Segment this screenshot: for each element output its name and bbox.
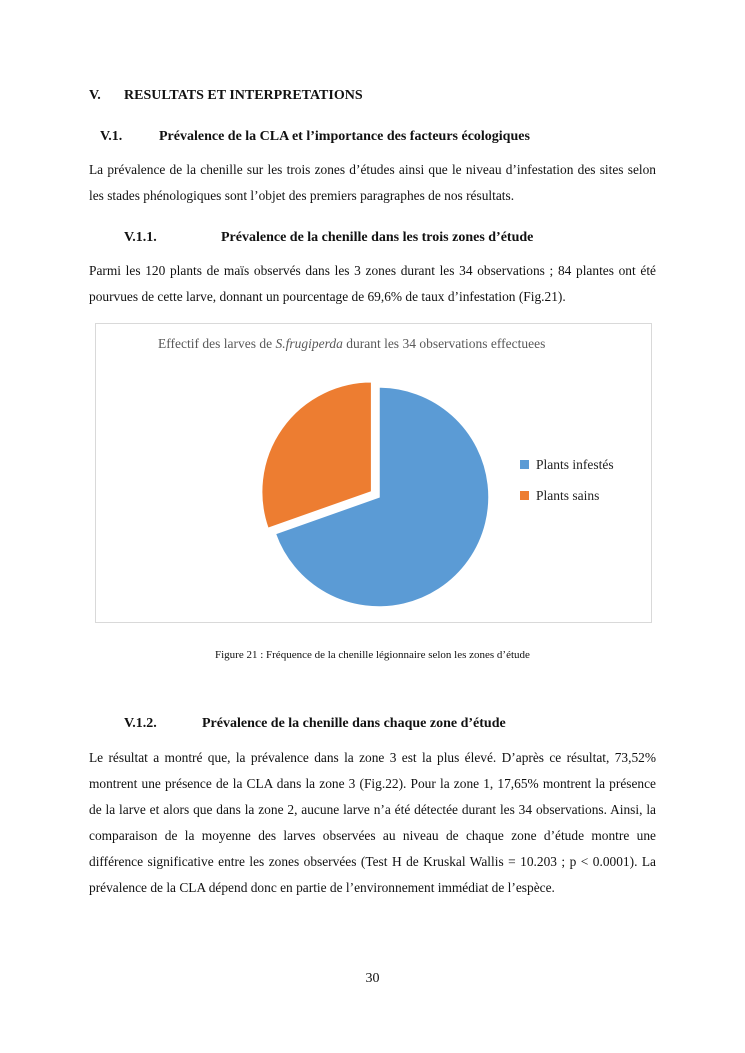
subsubsection-title-2: Prévalence de la chenille dans chaque zone d’étude xyxy=(202,716,506,731)
pie-chart-figure xyxy=(95,323,652,623)
results-paragraph-1: Parmi les 120 plants de maïs observés dans les 3 zones durant les 34 observations ; 84 plantes ont été pourvues de cette larve, donnant un pourcentage de 69,6% de taux d’infestation (Fig.21). xyxy=(89,263,656,304)
chart-title-prefix: Effectif des larves de xyxy=(158,336,276,351)
page-number: 30 xyxy=(365,971,380,986)
section-title: RESULTATS ET INTERPRETATIONS xyxy=(124,88,363,103)
legend-swatch-plants-infestes xyxy=(520,460,529,469)
subsubsection-heading-2 xyxy=(124,716,506,732)
chart-title xyxy=(158,336,545,351)
chart-title-species: S.frugiperda xyxy=(275,336,343,351)
intro-paragraph: La prévalence de la chenille sur les trois zones d’études ainsi que le niveau d’infestation des sites selon les stades phénologiques sont l’objet des premiers paragraphes de nos résultats. xyxy=(89,162,656,203)
subsection-title: Prévalence de la CLA et l’importance des facteurs écologiques xyxy=(159,129,530,144)
section-number: V. xyxy=(89,88,101,103)
legend-swatch-plants-sains xyxy=(520,491,529,500)
subsection-number: V.1. xyxy=(100,129,123,144)
legend-label-plants-infestes: Plants infestés xyxy=(536,457,614,472)
subsubsection-title-1: Prévalence de la chenille dans les trois zones d’étude xyxy=(221,230,534,245)
figure-caption: Figure 21 : Fréquence de la chenille légionnaire selon les zones d’étude xyxy=(215,649,530,661)
subsection-heading xyxy=(100,129,530,145)
legend-label-plants-sains: Plants sains xyxy=(536,488,600,503)
results-paragraph-2: Le résultat a montré que, la prévalence dans la zone 3 est la plus élevé. D’après ce résultat, 73,52% montrent une présence de la CLA dans la zone 3 (Fig.22). Pour la zone 1, 17,65% montrent la présence de la larve et alors que dans la zone 2, aucune larve n’a été détectée durant les 34 observations. Ainsi, la comparaison de la moyenne des larves observées au niveau de chaque zone d’étude montre une différence significative entre les zones observées (Test H de Kruskal Wallis = 10.203 ; p < 0.0001). La prévalence de la CLA dépend donc en partie de l’environnement immédiat de l’espèce. xyxy=(89,750,656,895)
subsubsection-number-2: V.1.2. xyxy=(124,716,157,731)
subsubsection-heading-1 xyxy=(124,230,533,246)
chart-title-suffix: durant les 34 observations effectuees xyxy=(342,336,546,351)
section-heading xyxy=(89,88,363,104)
subsubsection-number-1: V.1.1. xyxy=(124,230,157,245)
pie-chart xyxy=(96,324,651,622)
